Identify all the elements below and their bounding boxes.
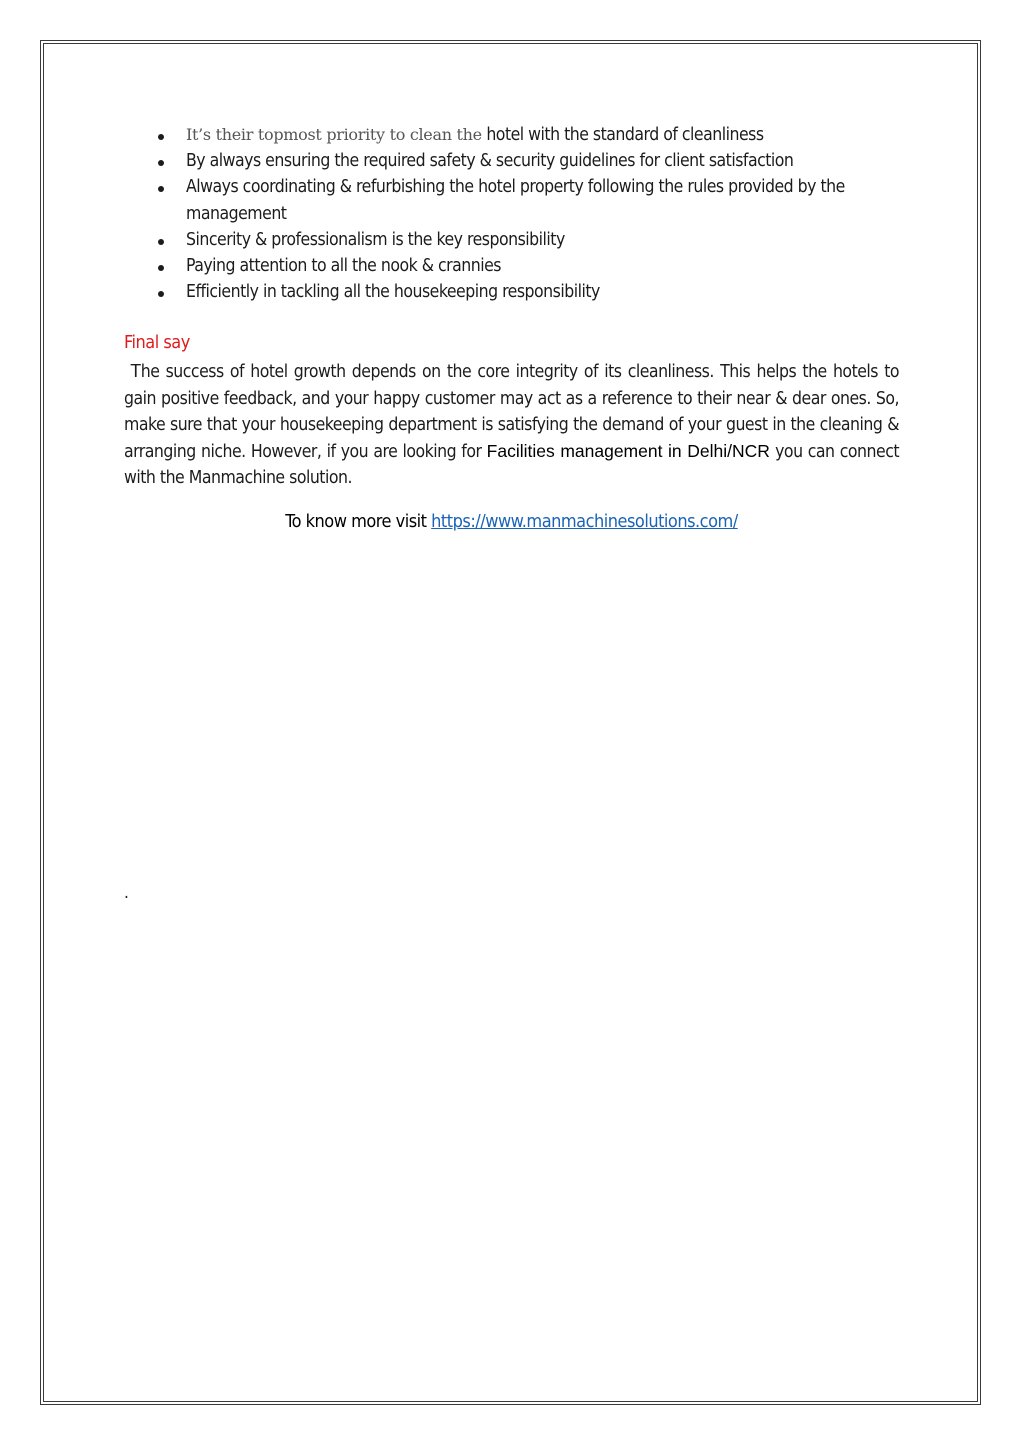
bullet-item — [124, 122, 899, 148]
website-link[interactable]: https://www.manmachinesolutions.com/ — [431, 511, 738, 533]
visit-prefix: To know more visit — [285, 511, 432, 533]
bullet-dot-icon — [158, 265, 164, 271]
bullet-list — [124, 122, 899, 305]
paragraph-text-end: you can connect with the Manmachine solution. — [124, 442, 900, 489]
bullet-text-serif: It’s their topmost priority to clean the — [186, 125, 482, 144]
bullet-text: hotel with the standard of cleanliness — [481, 125, 764, 145]
bullet-item — [124, 253, 899, 279]
bullet-text: By always ensuring the required safety & security guidelines for client satisfaction — [186, 151, 794, 172]
bullet-text: Always coordinating & refurbishing the hotel property following the rules provided by the management — [186, 177, 845, 224]
bullet-dot-icon — [158, 134, 164, 140]
visit-line — [124, 509, 899, 535]
paragraph-text-start: he success of hotel growth depends on the core integrity of its cleanliness. This helps the hotels to gain positive feedback, and your happy customer may act as a reference to their near & dear ones. So, make sure that your housekeeping department is satisfying the demand of your guest in the cleaning & arranging niche. However, if you are looking for — [124, 362, 900, 463]
bullet-item — [124, 174, 899, 226]
stray-mark: . — [124, 883, 129, 903]
final-say-paragraph — [124, 358, 899, 491]
facilities-management-highlight: Facilities management in Delhi/NCR — [486, 441, 770, 462]
bullet-dot-icon — [158, 160, 164, 166]
section-title-final-say: Final say — [124, 332, 190, 354]
bullet-item — [124, 227, 899, 253]
bullet-text: Sincerity & professionalism is the key responsibility — [186, 229, 565, 250]
paragraph-lead-letter: T — [130, 361, 141, 382]
bullet-item — [124, 279, 899, 305]
bullet-item — [124, 148, 899, 174]
document-content — [124, 122, 899, 535]
bullet-dot-icon — [158, 239, 164, 245]
bullet-text: Paying attention to all the nook & crannies — [186, 256, 501, 277]
bullet-dot-icon — [158, 186, 164, 192]
bullet-dot-icon — [158, 291, 164, 297]
bullet-text: Efficiently in tackling all the housekeeping responsibility — [186, 282, 600, 303]
